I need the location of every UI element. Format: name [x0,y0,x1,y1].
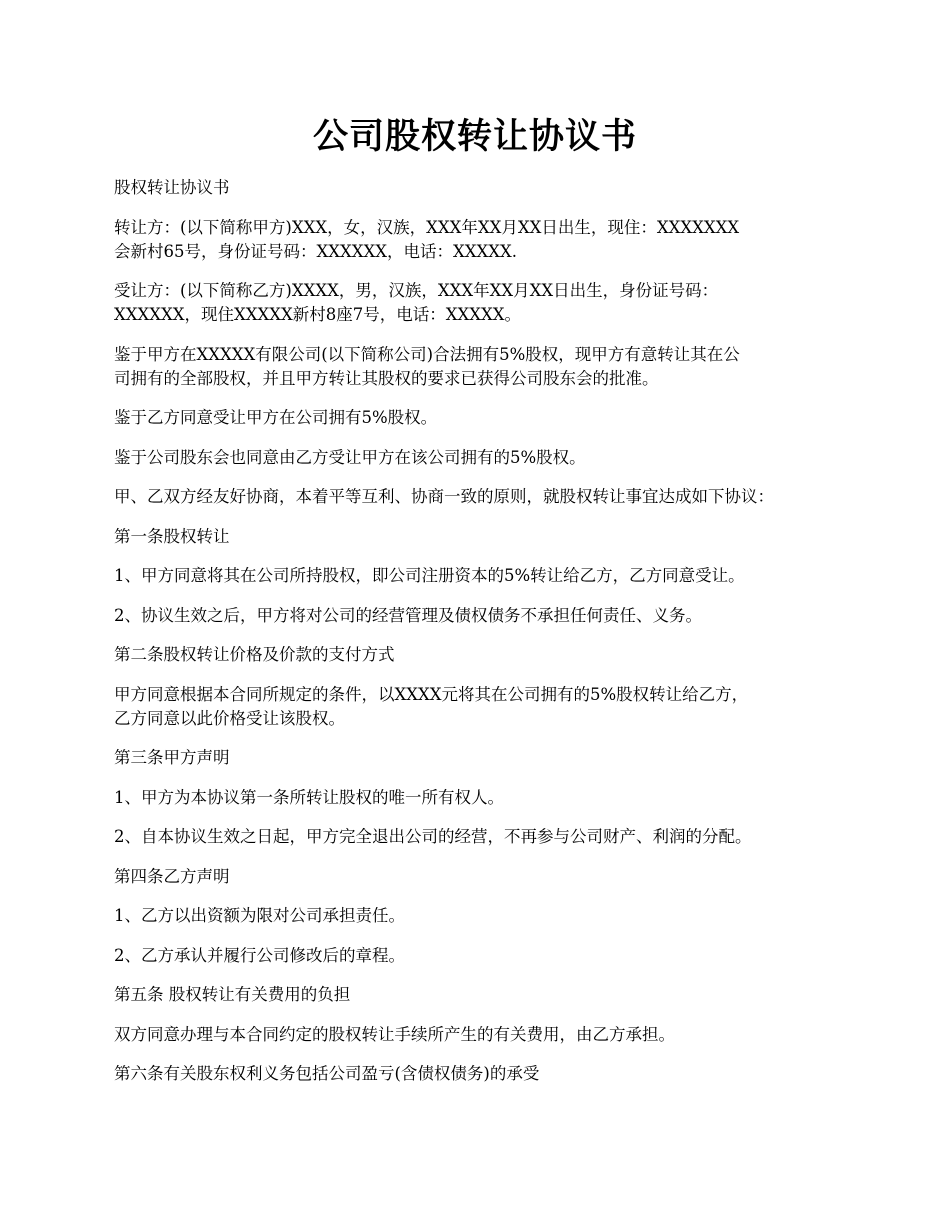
recital-paragraph: 鉴于公司股东会也同意由乙方受让甲方在该公司拥有的5%股权。 [114,447,586,467]
clause-paragraph: 2、协议生效之后，甲方将对公司的经营管理及债权债务不承担任何责任、义务。 [114,605,702,625]
article-heading: 第四条乙方声明 [114,866,230,886]
clause-paragraph: 1、乙方以出资额为限对公司承担责任。 [114,906,405,925]
article-heading: 第六条有关股东权利义务包括公司盈亏(含债权债务)的承受 [114,1064,540,1083]
article-heading: 第三条甲方声明 [114,748,230,767]
document-subtitle: 股权转让协议书 [114,178,230,197]
article-heading: 第二条股权转让价格及价款的支付方式 [114,645,395,664]
transferee-paragraph: 受让方：(以下简称乙方)XXXX，男，汉族，XXX年XX月XX日出生，身份证号码： XXXXXX，现住XXXXX新村8座7号，电话：XXXXX。 [114,281,719,324]
article-heading: 第五条 股权转让有关费用的负担 [114,985,351,1004]
recital-paragraph: 鉴于甲方在XXXXX有限公司(以下简称公司)合法拥有5%股权，现甲方有意转让其在公 司拥有的全部股权，并且甲方转让其股权的要求已获得公司股东会的批准。 [114,344,740,388]
article-heading: 第一条股权转让 [114,526,230,546]
transferor-paragraph: 转让方：(以下简称甲方)XXX，女，汉族，XXX年XX月XX日出生，现住：XXXXXXX 会新村65号，身份证号码：XXXXXX，电话：XXXXX. [114,217,740,261]
clause-paragraph: 1、甲方同意将其在公司所持股权，即公司注册资本的5%转让给乙方，乙方同意受让。 [114,566,745,585]
clause-paragraph: 双方同意办理与本合同约定的股权转让手续所产生的有关费用，由乙方承担。 [114,1024,675,1044]
clause-paragraph: 2、乙方承认并履行公司修改后的章程。 [114,945,405,965]
document-body [114,176,844,1102]
document-title: 公司股权转让协议书 [312,117,637,157]
agreement-intro-paragraph: 甲、乙双方经友好协商，本着平等互利、协商一致的原则，就股权转让事宜达成如下协议： [114,487,774,506]
clause-paragraph: 甲方同意根据本合同所规定的条件，以XXXX元将其在公司拥有的5%股权转让给乙方， 乙方同意以此价格受让该股权。 [114,684,749,728]
clause-paragraph: 2、自本协议生效之日起，甲方完全退出公司的经营，不再参与公司财产、利润的分配。 [114,827,752,846]
recital-paragraph: 鉴于乙方同意受让甲方在公司拥有5%股权。 [114,408,438,427]
clause-paragraph: 1、甲方为本协议第一条所转让股权的唯一所有权人。 [114,787,504,807]
